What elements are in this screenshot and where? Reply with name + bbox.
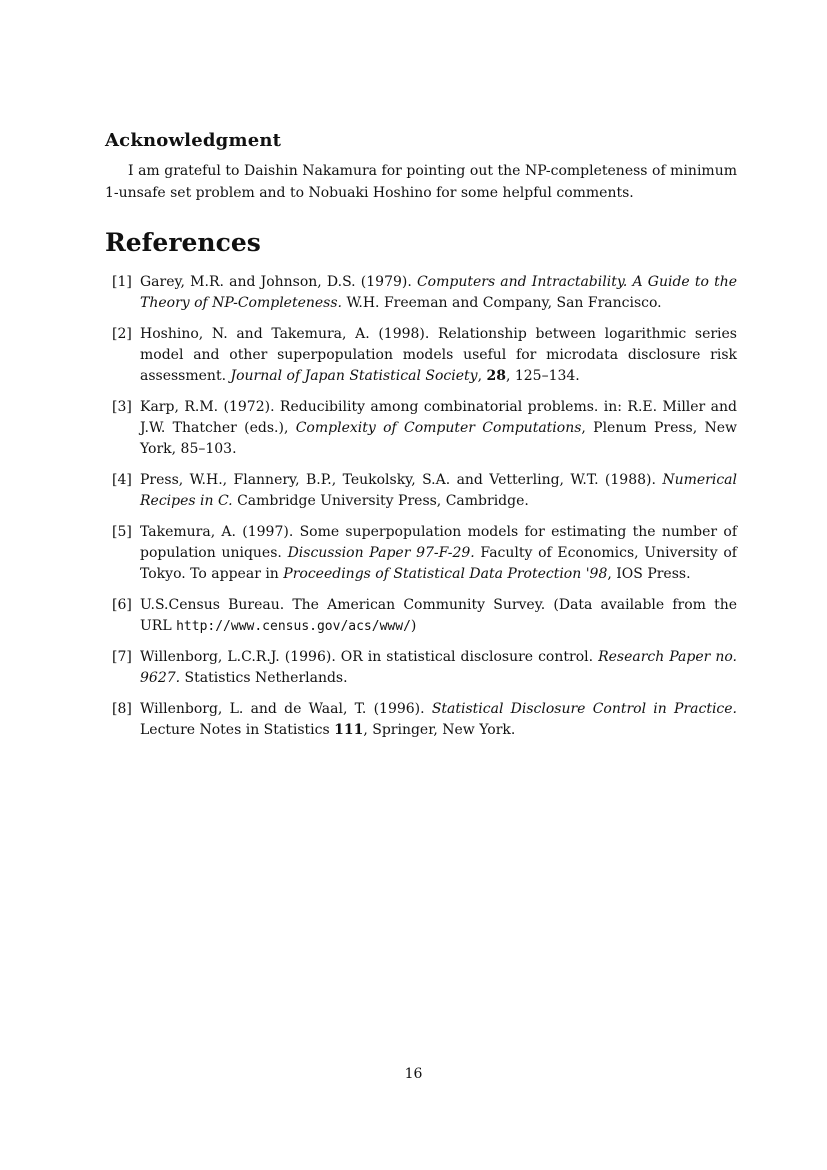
reference-item (105, 397, 737, 460)
reference-text (140, 701, 737, 738)
reference-text (140, 326, 737, 384)
reference-url: http://www.census.gov/acs/www/ (176, 619, 411, 634)
reference-segment: Complexity of Computer Computations (295, 420, 582, 436)
reference-segment: Willenborg, L.C.R.J. (1996). OR in statistical disclosure control. (140, 649, 599, 665)
reference-segment: Lecture Notes in Statistics (140, 722, 335, 738)
reference-segment: 111 (334, 722, 364, 738)
reference-item (105, 324, 737, 387)
reference-segment: Garey, M.R. and Johnson, D.S. (1979). (140, 274, 417, 290)
reference-segment: Computers and Intractability. A Guide to the Theory of NP-Completeness. (140, 274, 737, 311)
reference-item (105, 522, 737, 585)
reference-segment: , (477, 368, 487, 384)
reference-segment: Journal of Japan Statistical Society (230, 368, 478, 384)
reference-segment: Takemura, A. (1997). Some superpopulation models for estimating the number of population uniques. (140, 524, 737, 561)
reference-segment: Press, W.H., Flannery, B.P., Teukolsky, S.A. and Vetterling, W.T. (1988). (140, 472, 663, 488)
reference-number: [6] (112, 597, 132, 613)
reference-item (105, 272, 737, 314)
reference-segment: Hoshino, N. and Takemura, A. (1998). Relationship between logarithmic series model and other superpopulation models useful for microdata disclosure risk assessment. (140, 326, 737, 384)
reference-segment: W.H. Freeman and Company, San Francisco. (342, 295, 662, 311)
reference-number: [2] (112, 326, 132, 342)
reference-segment: Willenborg, L. and de Waal, T. (1996). (140, 701, 432, 717)
reference-segment: Statistical Disclosure Control in Practice. (431, 701, 738, 717)
reference-segment: Cambridge University Press, Cambridge. (232, 493, 529, 509)
reference-number: [8] (112, 701, 132, 717)
acknowledgment-text: I am grateful to Daishin Nakamura for pointing out the NP-completeness of minimum 1-unsafe set problem and to Nobuaki Hoshino for some helpful comments. (105, 163, 737, 201)
reference-text (140, 399, 737, 457)
reference-segment: Karp, R.M. (1972). Reducibility among combinatorial problems. in: R.E. Miller and J.W. Thatcher (eds.), (140, 399, 737, 436)
reference-list (105, 272, 737, 751)
reference-segment: Research Paper no. 9627. (140, 649, 737, 686)
reference-item (105, 595, 737, 637)
reference-segment: ) (410, 618, 417, 634)
reference-number: [3] (112, 399, 132, 415)
reference-number: [5] (112, 524, 132, 540)
reference-text (140, 274, 737, 311)
reference-segment: 28 (486, 368, 506, 384)
reference-text (140, 472, 737, 509)
reference-text (140, 649, 737, 686)
references-heading: References (105, 228, 261, 257)
reference-number: [7] (112, 649, 132, 665)
reference-segment: Discussion Paper 97-F-29. (287, 545, 475, 561)
reference-segment: U.S.Census Bureau. The American Community Survey. (Data available from the URL (140, 597, 737, 634)
reference-segment: Statistics Netherlands. (180, 670, 348, 686)
reference-segment: , 125–134. (505, 368, 580, 384)
reference-item (105, 699, 737, 741)
reference-segment: , Plenum Press, New York, 85–103. (140, 420, 738, 457)
reference-number: [4] (112, 472, 132, 488)
reference-number: [1] (112, 274, 132, 290)
reference-segment: , IOS Press. (607, 566, 691, 582)
reference-segment: Numerical Recipes in C. (140, 472, 737, 509)
reference-segment: Faculty of Economics, University of Tokyo. To appear in (140, 545, 737, 582)
page-number: 16 (404, 1066, 423, 1082)
reference-segment: , Springer, New York. (363, 722, 516, 738)
reference-text (140, 597, 737, 634)
reference-item (105, 647, 737, 689)
reference-text (140, 524, 737, 582)
acknowledgment-heading: Acknowledgment (105, 130, 282, 151)
reference-item (105, 470, 737, 512)
reference-segment: Proceedings of Statistical Data Protection '98 (283, 566, 608, 582)
